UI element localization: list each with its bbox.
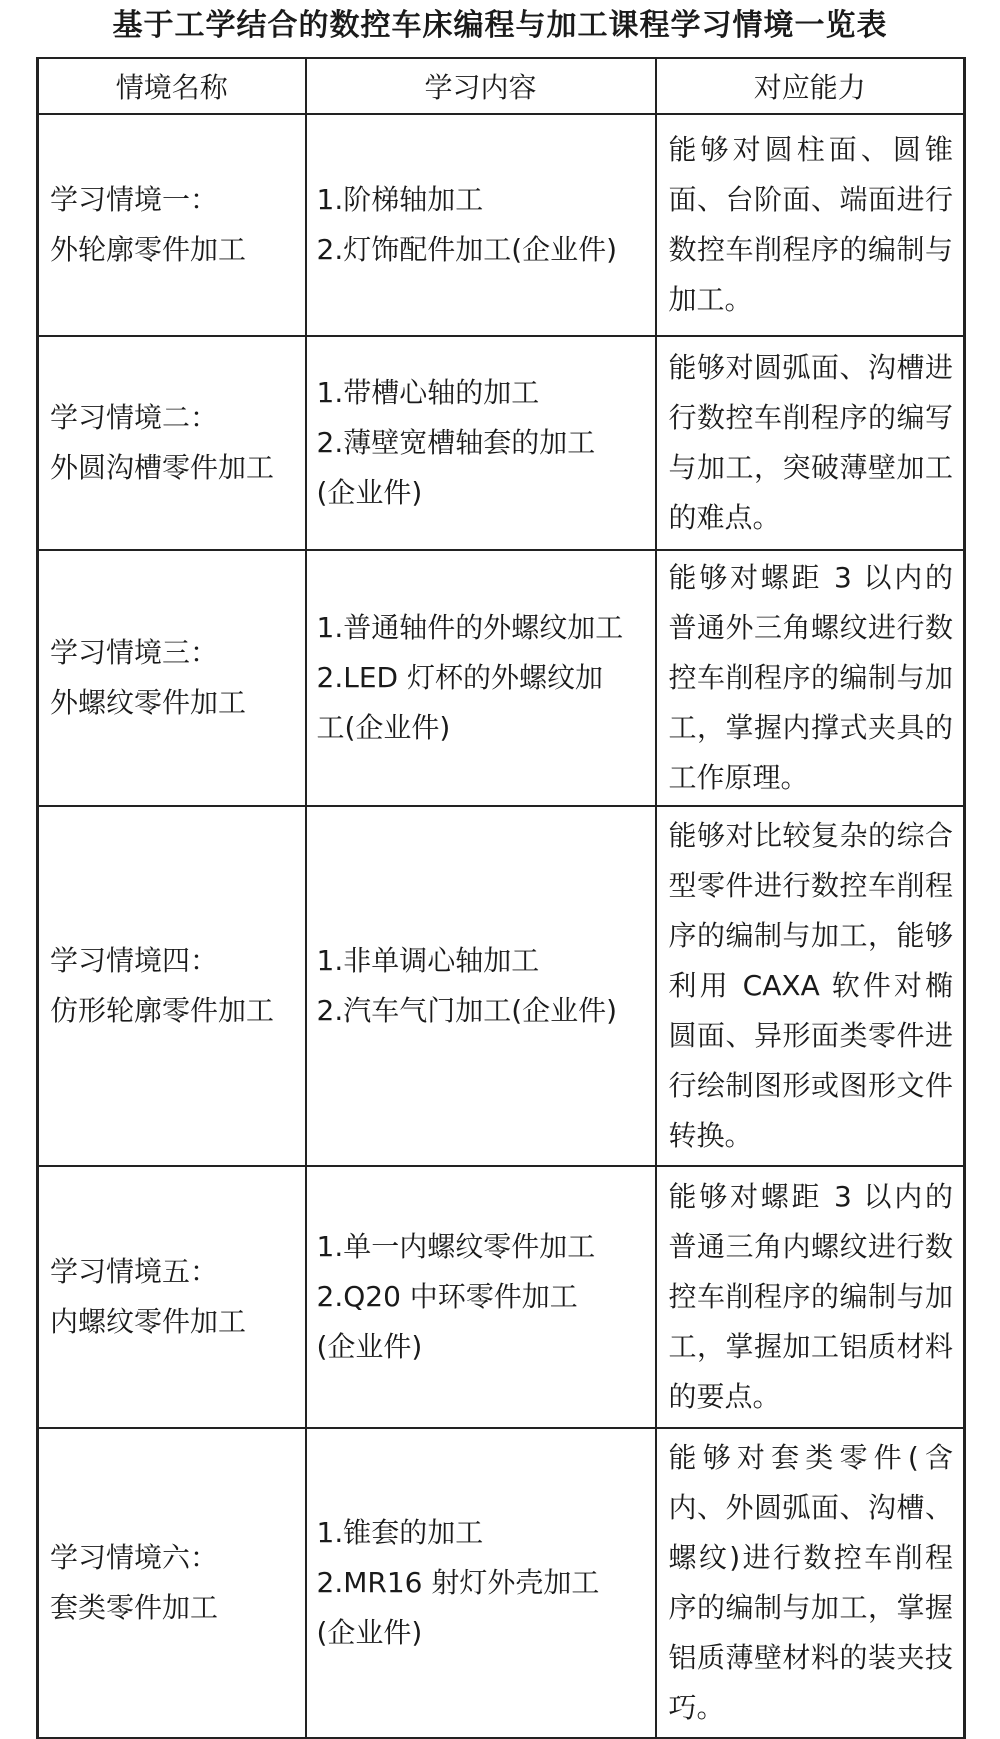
content-item: 2.薄壁宽槽轴套的加工 [316, 426, 596, 459]
content-item: 1.单一内螺纹零件加工 [316, 1230, 596, 1263]
table-row [38, 550, 965, 806]
content-item: (企业件) [316, 1330, 423, 1363]
ability-description [656, 806, 965, 1166]
table-row [38, 806, 965, 1166]
situation-number: 学习情境五： [50, 1255, 219, 1288]
ability-text: 能够对圆柱面、圆锥面、台阶面、端面进行数控车削程序的编制与加工。 [668, 133, 953, 316]
situation-name [38, 114, 306, 336]
ability-text: 能够对套类零件(含内、外圆弧面、沟槽、螺纹)进行数控车削程序的编制与加工，掌握铝质薄壁材料的装夹技巧。 [668, 1441, 953, 1724]
content-item: 2.Q20 中环零件加工 [316, 1280, 578, 1313]
learning-content [306, 336, 656, 550]
table-row [38, 1428, 965, 1738]
ability-description [656, 1428, 965, 1738]
content-item: (企业件) [316, 1616, 423, 1649]
curriculum-table [36, 57, 966, 1739]
ability-description [656, 550, 965, 806]
ability-description [656, 114, 965, 336]
situation-name [38, 550, 306, 806]
situation-number: 学习情境一： [50, 183, 219, 216]
content-item: 1.锥套的加工 [316, 1516, 484, 1549]
situation-name [38, 806, 306, 1166]
ability-text: 能够对比较复杂的综合型零件进行数控车削程序的编制与加工，能够利用 CAXA 软件对椭圆面、异形面类零件进行绘制图形或图形文件转换。 [668, 819, 953, 1152]
table-row [38, 114, 965, 336]
content-item: 1.带槽心轴的加工 [316, 376, 540, 409]
ability-description [656, 336, 965, 550]
situation-title: 仿形轮廓零件加工 [50, 994, 275, 1027]
situation-number: 学习情境二： [50, 401, 219, 434]
header-content: 学习内容 [306, 58, 656, 114]
situation-name [38, 1166, 306, 1428]
content-item: 2.LED 灯杯的外螺纹加 [316, 661, 603, 694]
ability-text: 能够对圆弧面、沟槽进行数控车削程序的编写与加工，突破薄壁加工的难点。 [668, 351, 953, 534]
content-item: 1.非单调心轴加工 [316, 944, 540, 977]
content-item: (企业件) [316, 476, 423, 509]
table-header-row [38, 58, 965, 114]
content-item: 工(企业件) [316, 711, 451, 744]
situation-title: 外圆沟槽零件加工 [50, 451, 275, 484]
page-title: 基于工学结合的数控车床编程与加工课程学习情境一览表 [112, 8, 888, 43]
situation-name [38, 336, 306, 550]
situation-number: 学习情境四： [50, 944, 219, 977]
learning-content [306, 550, 656, 806]
learning-content [306, 1166, 656, 1428]
situation-name [38, 1428, 306, 1738]
situation-title: 外螺纹零件加工 [50, 686, 247, 719]
content-item: 2.灯饰配件加工(企业件) [316, 233, 618, 266]
learning-content [306, 1428, 656, 1738]
content-item: 1.阶梯轴加工 [316, 183, 484, 216]
content-item: 1.普通轴件的外螺纹加工 [316, 611, 624, 644]
situation-title: 内螺纹零件加工 [50, 1305, 247, 1338]
ability-description [656, 1166, 965, 1428]
situation-title: 套类零件加工 [50, 1591, 219, 1624]
content-item: 2.汽车气门加工(企业件) [316, 994, 618, 1027]
header-ability: 对应能力 [656, 58, 965, 114]
header-name: 情境名称 [38, 58, 306, 114]
ability-text: 能够对螺距 3 以内的普通三角内螺纹进行数控车削程序的编制与加工，掌握加工铝质材料的要点。 [668, 1180, 953, 1413]
situation-title: 外轮廓零件加工 [50, 233, 247, 266]
learning-content [306, 806, 656, 1166]
ability-text: 能够对螺距 3 以内的普通外三角螺纹进行数控车削程序的编制与加工，掌握内撑式夹具的工作原理。 [668, 561, 953, 794]
table-row [38, 336, 965, 550]
table-row [38, 1166, 965, 1428]
situation-number: 学习情境三： [50, 636, 219, 669]
content-item: 2.MR16 射灯外壳加工 [316, 1566, 600, 1599]
learning-content [306, 114, 656, 336]
situation-number: 学习情境六： [50, 1541, 219, 1574]
